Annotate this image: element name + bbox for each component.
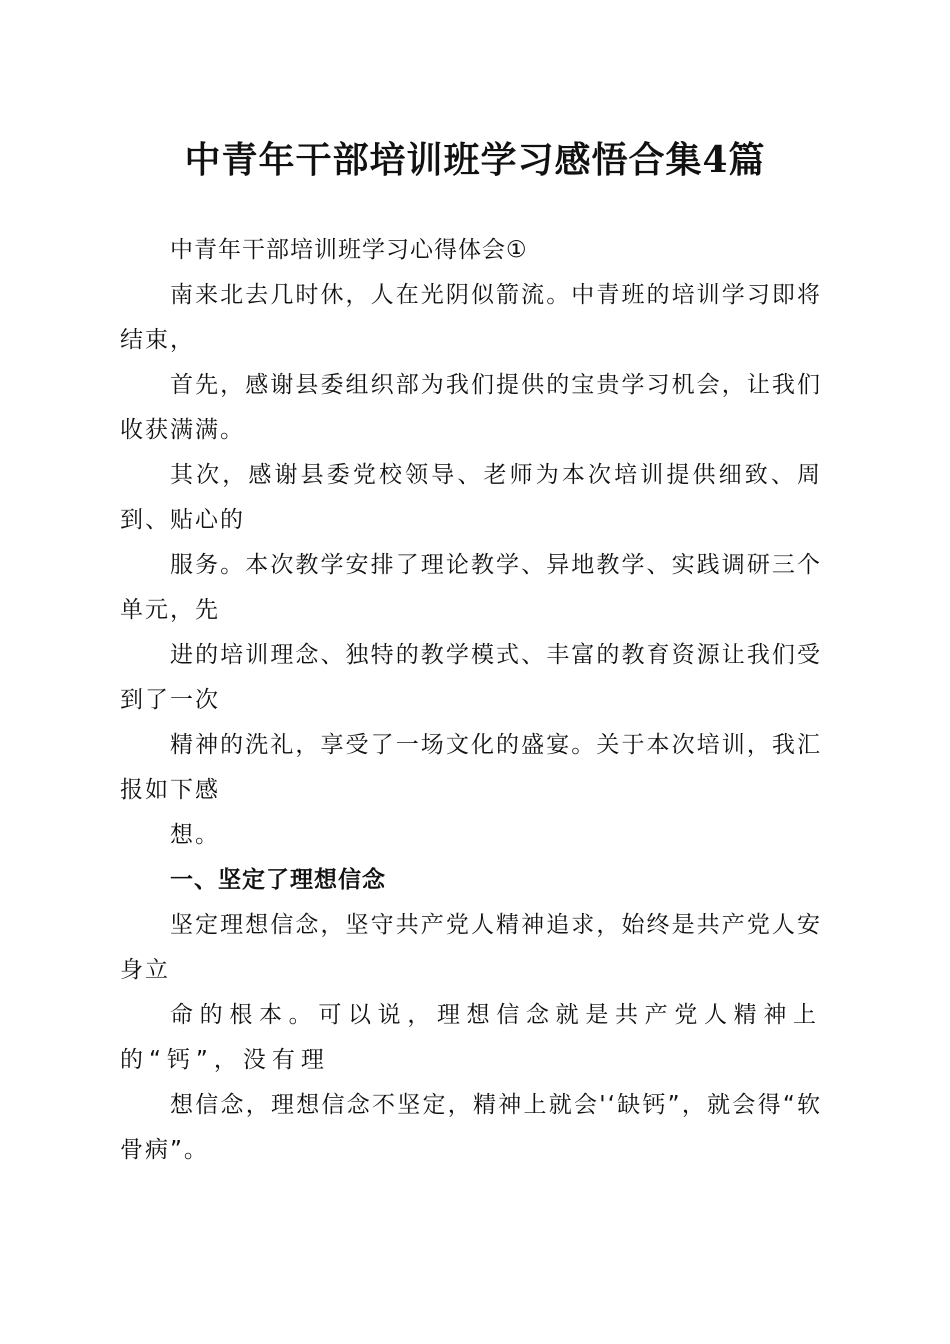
section-paragraph: 想信念，理想信念不坚定，精神上就会'‘缺钙”，就会得“软骨病”。 bbox=[120, 1092, 822, 1163]
section-paragraph: 命的根本。可以说，理想信念就是共产党人精神上的“钙”，没有理 bbox=[120, 1002, 822, 1073]
document-title: 中青年干部培训班学习感悟合集4篇 bbox=[184, 139, 766, 181]
body-paragraph: 进的培训理念、独特的教学模式、丰富的教育资源让我们受到了一次 bbox=[120, 642, 822, 713]
document-body bbox=[120, 228, 822, 1173]
body-paragraph: 其次，感谢县委党校领导、老师为本次培训提供细致、周到、贴心的 bbox=[120, 462, 822, 533]
section-paragraph: 坚定理想信念，坚守共产党人精神追求，始终是共产党人安身立 bbox=[120, 912, 822, 983]
body-paragraph: 想。 bbox=[170, 822, 220, 848]
body-paragraph: 服务。本次教学安排了理论教学、异地教学、实践调研三个单元，先 bbox=[120, 552, 822, 623]
document-subtitle: 中青年干部培训班学习心得体会① bbox=[170, 237, 528, 263]
body-paragraph: 南来北去几时休，人在光阴似箭流。中青班的培训学习即将结束， bbox=[120, 282, 822, 353]
body-paragraph: 精神的洗礼，享受了一场文化的盛宴。关于本次培训，我汇报如下感 bbox=[120, 732, 822, 803]
body-paragraph: 首先，感谢县委组织部为我们提供的宝贵学习机会，让我们收获满满。 bbox=[120, 372, 822, 443]
section-heading: 一、坚定了理想信念 bbox=[170, 867, 386, 893]
